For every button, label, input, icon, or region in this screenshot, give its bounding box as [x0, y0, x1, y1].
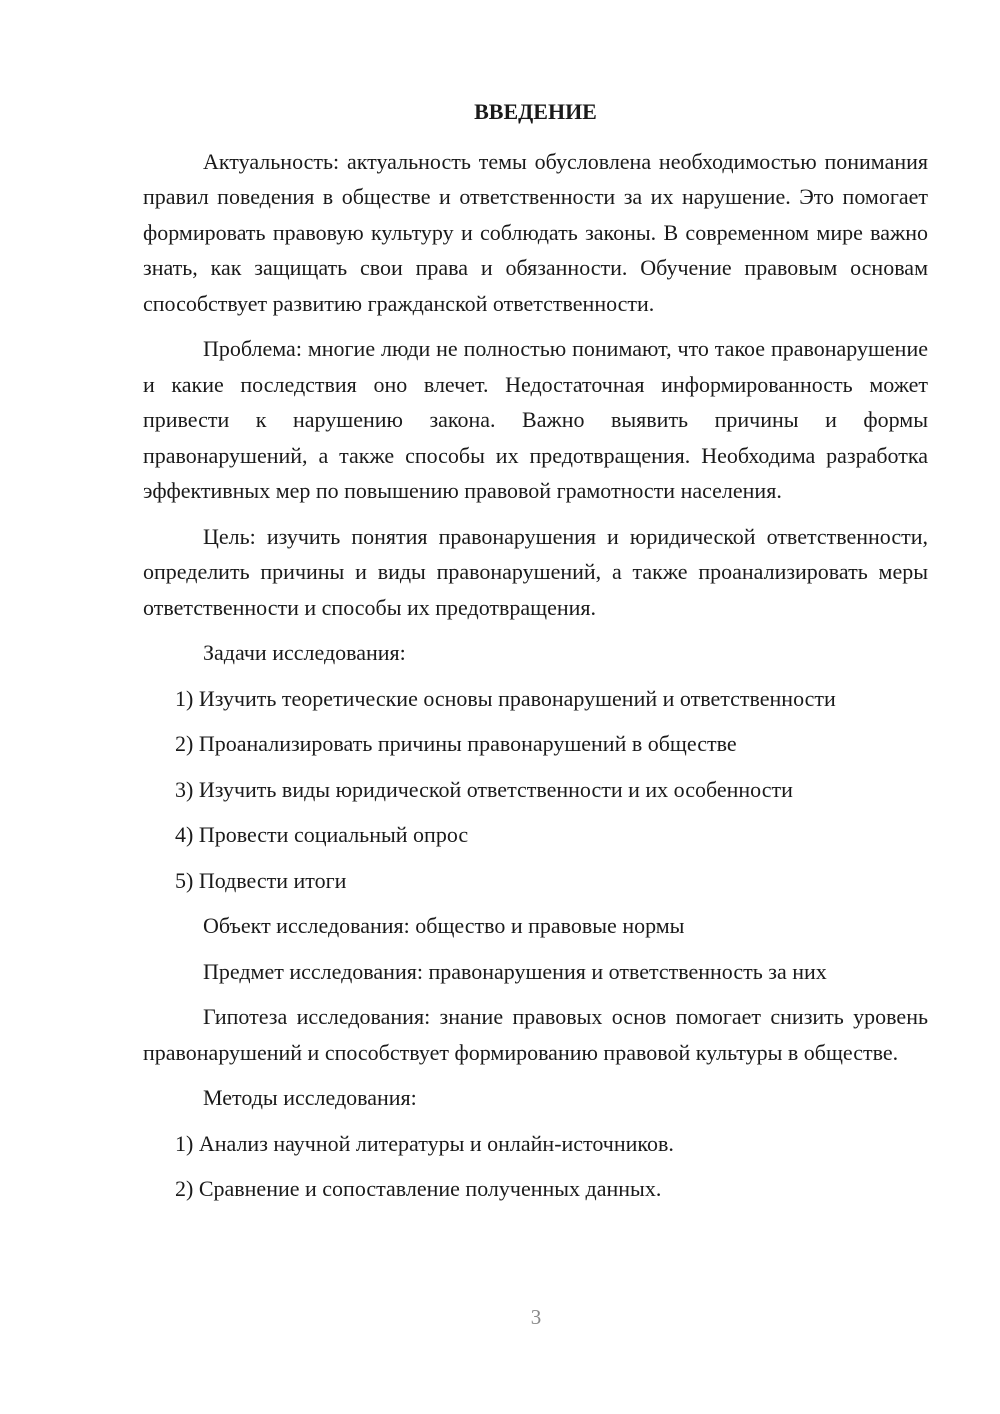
- subject-paragraph: Предмет исследования: правонарушения и ответственность за них: [203, 958, 827, 984]
- document-page: [143, 94, 928, 1217]
- goal-paragraph: Цель: изучить понятия правонарушения и юридической ответственности, определить причины и виды правонарушений, а также проанализировать меры ответственности и способы их предотвращения.: [143, 523, 928, 620]
- section-title: ВВЕДЕНИЕ: [474, 99, 597, 124]
- page-number: 3: [530, 1305, 542, 1329]
- task-item: 3) Изучить виды юридической ответственности и их особенности: [175, 776, 793, 802]
- method-item: 1) Анализ научной литературы и онлайн-источников.: [175, 1130, 674, 1156]
- hypothesis-paragraph: Гипотеза исследования: знание правовых основ помогает снизить уровень правонарушений и способствует формированию правовой культуры в обществе.: [143, 1004, 928, 1065]
- task-item: 1) Изучить теоретические основы правонарушений и ответственности: [175, 685, 836, 711]
- task-item: 5) Подвести итоги: [175, 867, 347, 893]
- relevance-paragraph: Актуальность: актуальность темы обусловлена необходимостью понимания правил поведения в обществе и ответственности за их нарушение. Это помогает формировать правовую культуру и соблюдать законы. В современном мире важно знать, как защищать свои права и обязанности. Обучение правовым основам способствует развитию гражданской ответственности.: [143, 148, 928, 316]
- problem-paragraph: Проблема: многие люди не полностью понимают, что такое правонарушение и какие последствия оно влечет. Недостаточная информированность может привести к нарушению закона. Важно выявить причины и формы правонарушений, а также способы их предотвращения. Необходима разработка эффективных мер по повышению правовой грамотности населения.: [143, 336, 928, 503]
- tasks-heading: Задачи исследования:: [203, 640, 406, 665]
- methods-heading: Методы исследования:: [203, 1085, 417, 1110]
- method-item: 2) Сравнение и сопоставление полученных данных.: [175, 1176, 662, 1201]
- task-item: 2) Проанализировать причины правонарушений в обществе: [175, 731, 737, 756]
- task-item: 4) Провести социальный опрос: [175, 822, 469, 847]
- object-paragraph: Объект исследования: общество и правовые нормы: [203, 913, 685, 938]
